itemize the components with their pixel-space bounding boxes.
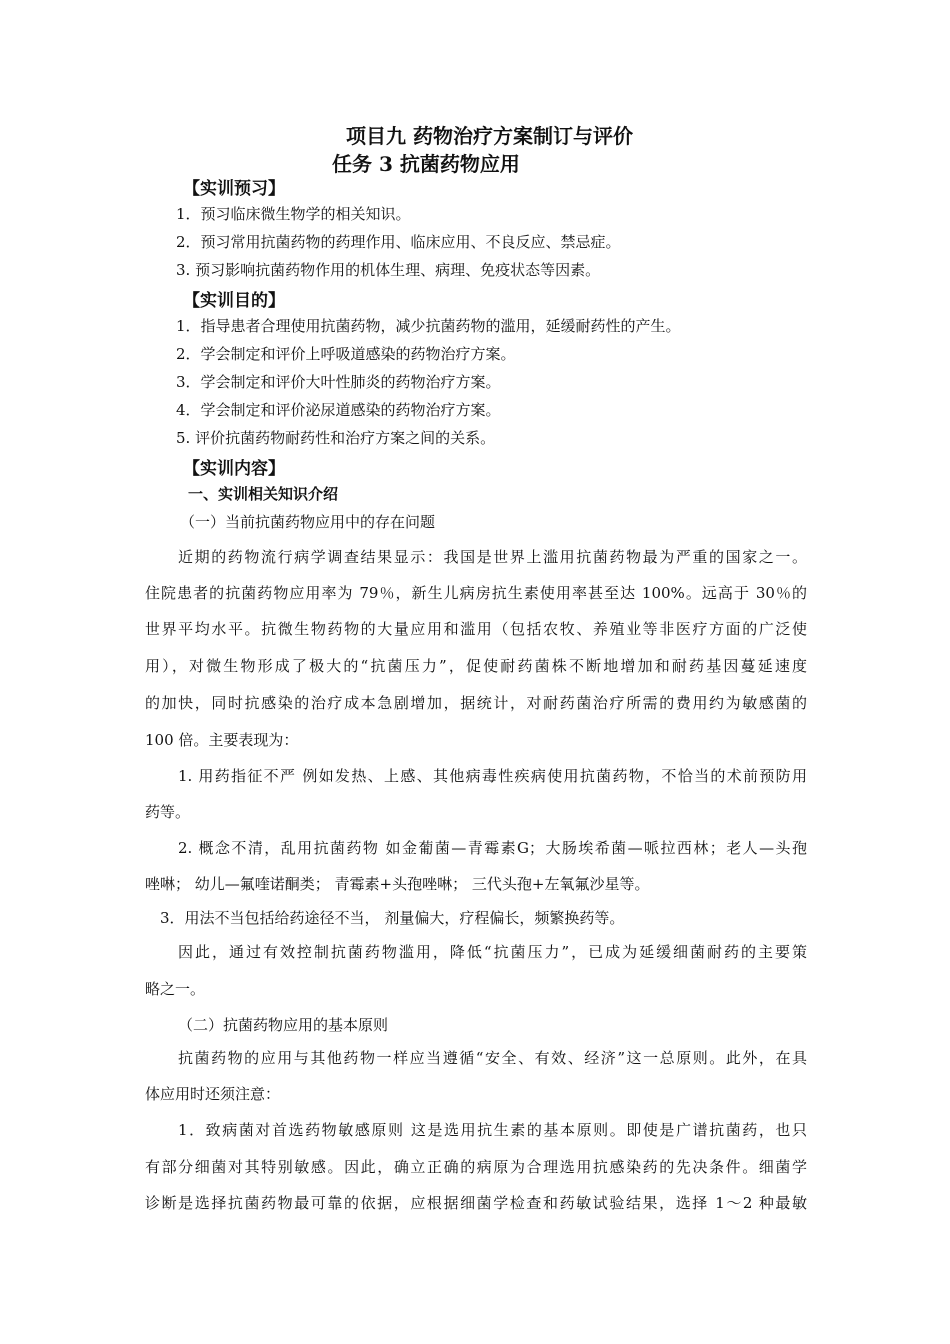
paragraph-line: 有部分细菌对其特别敏感。因此，确立正确的病原为合理选用抗感染药的先决条件。细菌学 (145, 1158, 807, 1176)
preview-item: 1．预习临床微生物学的相关知识。 (176, 205, 411, 223)
list-item-line: 2. 概念不清，乱用抗菌药物 如金葡菌—青霉素G；大肠埃希菌—哌拉西林；老人—头孢 (178, 839, 807, 857)
list-item-line: 唑啉； 幼儿—氟喹诺酮类； 青霉素+头孢唑啉； 三代头孢+左氧氟沙星等。 (145, 875, 650, 893)
purpose-item: 4．学会制定和评价泌尿道感染的药物治疗方案。 (176, 401, 501, 419)
preview-item: 3. 预习影响抗菌药物作用的机体生理、病理、免疫状态等因素。 (176, 261, 601, 279)
purpose-item: 3．学会制定和评价大叶性肺炎的药物治疗方案。 (176, 373, 501, 391)
document-title: 项目九 药物治疗方案制订与评价 (346, 124, 633, 148)
paragraph-line: 体应用时还须注意： (145, 1085, 281, 1103)
paragraph-line: 略之一。 (145, 980, 206, 998)
paragraph-line: 的加快，同时抗感染的治疗成本急剧增加，据统计，对耐药菌治疗所需的费用约为敏感菌的 (145, 694, 807, 712)
paragraph-line: 用），对微生物形成了极大的“抗菌压力”，促使耐药菌株不断地增加和耐药基因蔓延速度 (145, 657, 807, 675)
subsection-heading: （二）抗菌药物应用的基本原则 (178, 1016, 389, 1034)
list-item-line: 3．用法不当包括给药途径不当， 剂量偏大，疗程偏长，频繁换药等。 (160, 909, 625, 927)
preview-heading: 【实训预习】 (183, 179, 285, 199)
paragraph-line: 世界平均水平。抗微生物药物的大量应用和滥用（包括农牧、养殖业等非医疗方面的广泛使 (145, 620, 807, 638)
paragraph-line: 抗菌药物的应用与其他药物一样应当遵循“安全、有效、经济”这一总原则。此外，在具 (178, 1049, 807, 1067)
purpose-item: 1．指导患者合理使用抗菌药物，减少抗菌药物的滥用，延缓耐药性的产生。 (176, 317, 681, 335)
list-item-line: 1. 用药指征不严 例如发热、上感、其他病毒性疾病使用抗菌药物，不恰当的术前预防用 (178, 767, 807, 785)
paragraph-line: 1．致病菌对首选药物敏感原则 这是选用抗生素的基本原则。即使是广谱抗菌药，也只 (178, 1121, 807, 1139)
content-heading: 【实训内容】 (183, 459, 285, 479)
paragraph-line: 诊断是选择抗菌药物最可靠的依据，应根据细菌学检查和药敏试验结果，选择 1～2 种最敏 (145, 1194, 807, 1212)
purpose-heading: 【实训目的】 (183, 291, 285, 311)
paragraph-line: 住院患者的抗菌药物应用率为 79％，新生儿病房抗生素使用率甚至达 100%。远高于 30％的 (145, 584, 807, 602)
paragraph-line: 100 倍。主要表现为： (145, 731, 299, 749)
purpose-item: 2．学会制定和评价上呼吸道感染的药物治疗方案。 (176, 345, 516, 363)
purpose-item: 5. 评价抗菌药物耐药性和治疗方案之间的关系。 (176, 429, 496, 447)
list-item-line: 药等。 (145, 803, 191, 821)
document-subtitle: 任务 3 抗菌药物应用 (332, 152, 520, 176)
preview-item: 2．预习常用抗菌药物的药理作用、临床应用、不良反应、禁忌症。 (176, 233, 621, 251)
subsection-heading: （一）当前抗菌药物应用中的存在问题 (180, 513, 436, 531)
paragraph-line: 因此，通过有效控制抗菌药物滥用，降低“抗菌压力”，已成为延缓细菌耐药的主要策 (178, 943, 807, 961)
section-heading: 一、实训相关知识介绍 (188, 485, 339, 503)
paragraph-line: 近期的药物流行病学调查结果显示：我国是世界上滥用抗菌药物最为严重的国家之一。 (178, 548, 807, 566)
